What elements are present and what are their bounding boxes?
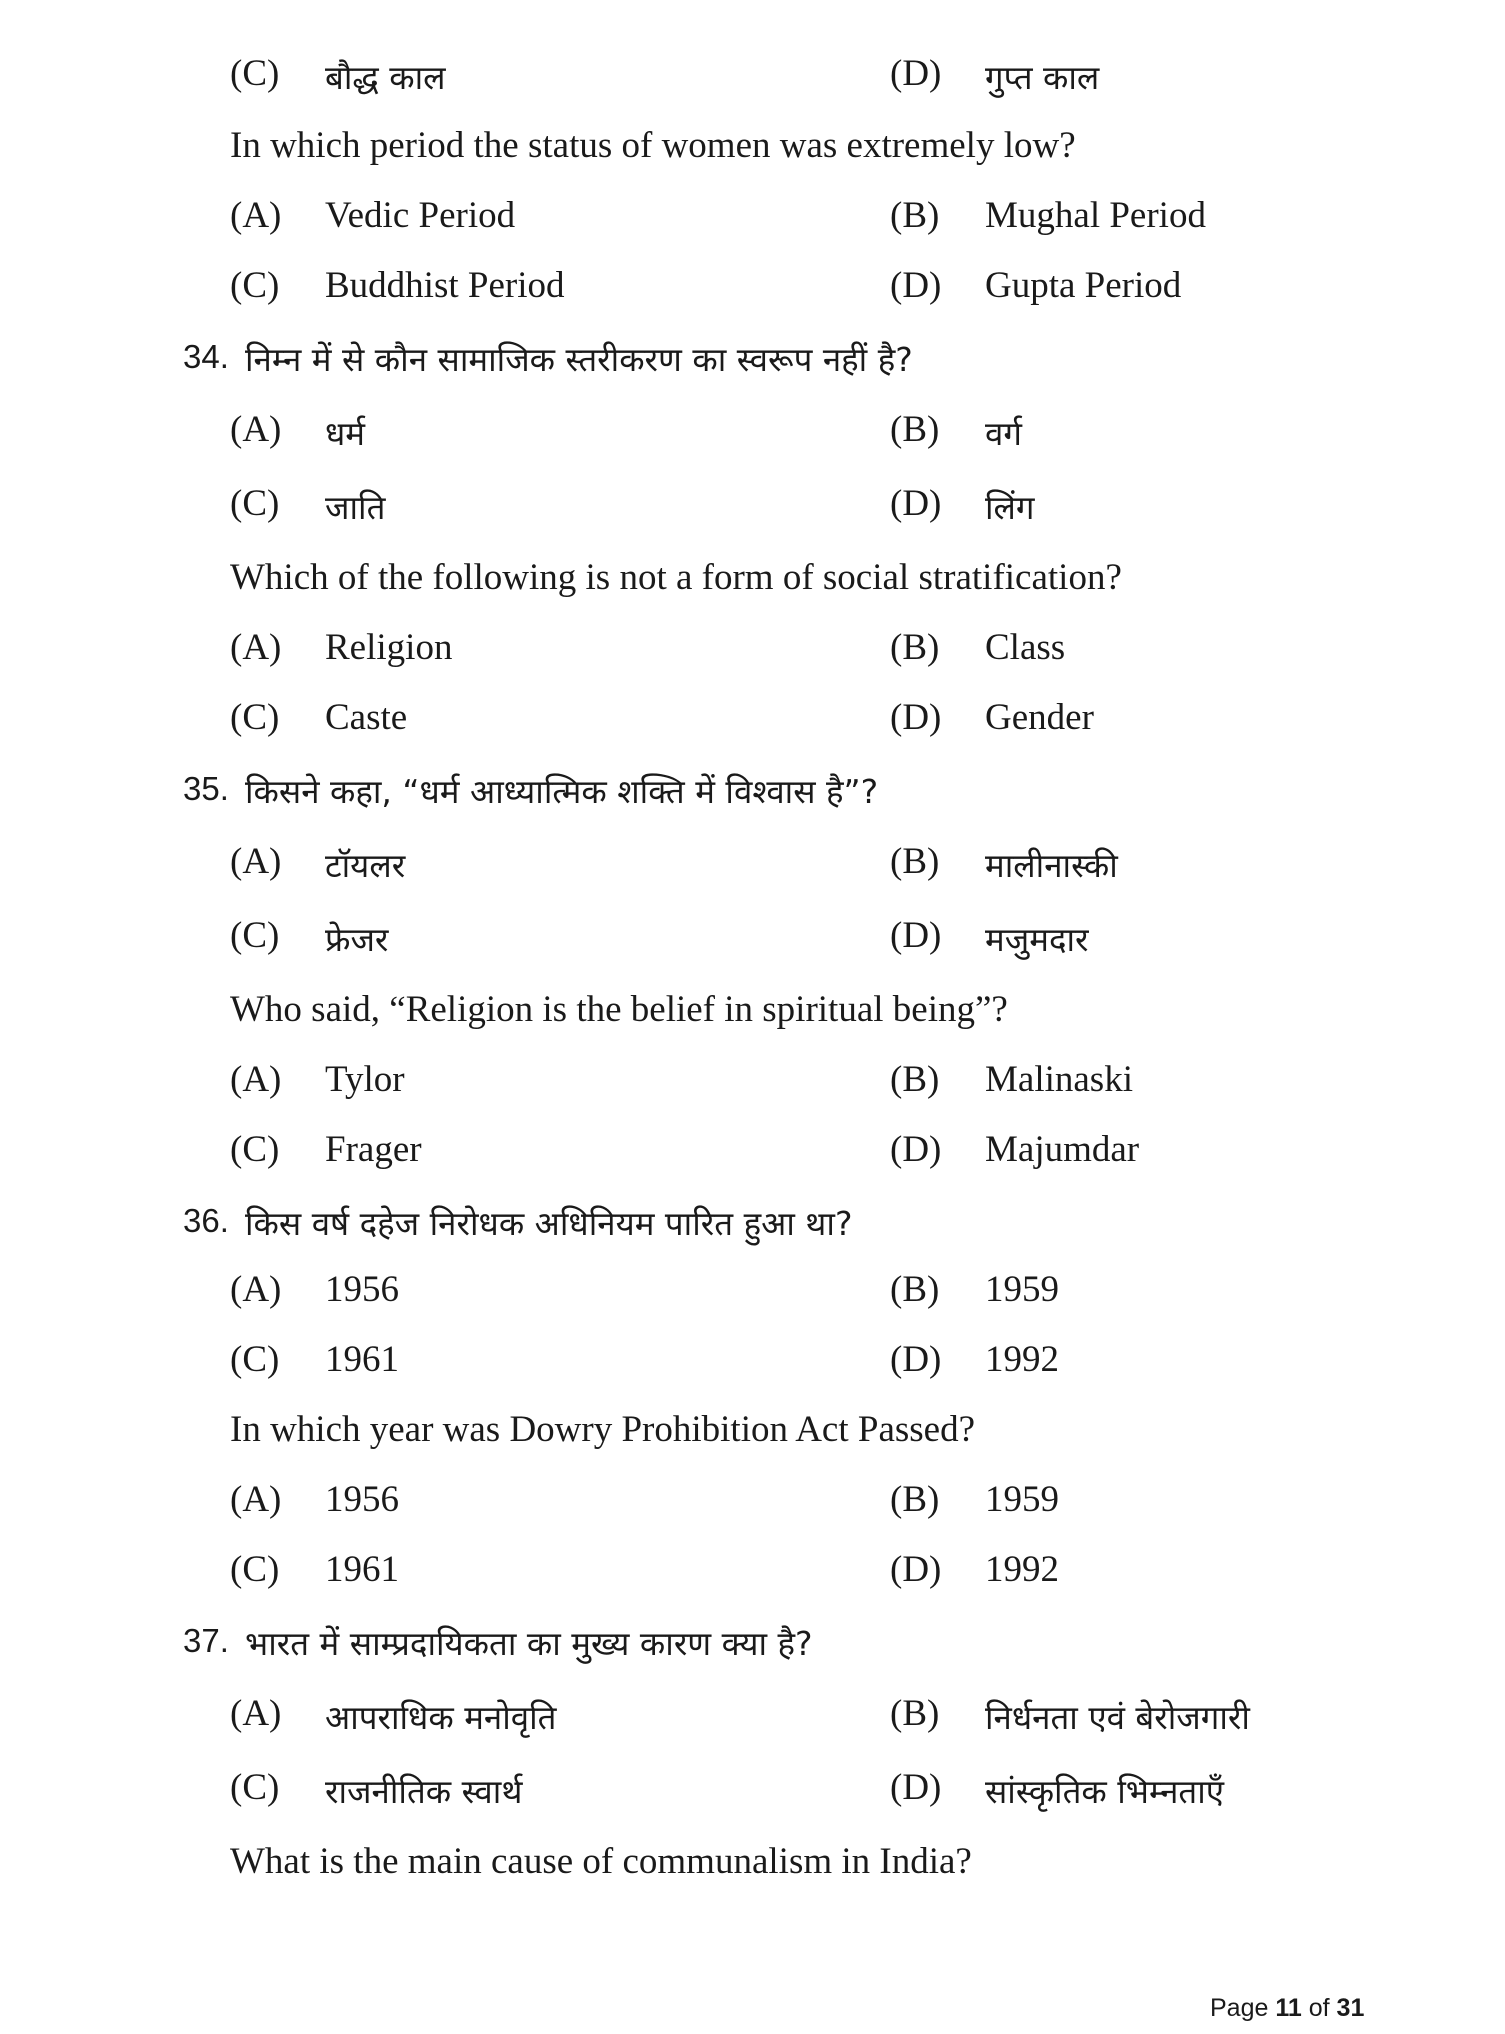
option-text: 1992 bbox=[985, 1339, 1059, 1380]
option-text: बौद्ध काल bbox=[325, 58, 446, 97]
option-text: Caste bbox=[325, 697, 408, 738]
option-text: राजनीतिक स्वार्थ bbox=[325, 1772, 523, 1811]
question-text-hi: किसने कहा, “धर्म आध्यात्मिक शक्ति में विश्वास है”? bbox=[245, 772, 879, 811]
option-text: Religion bbox=[325, 627, 453, 668]
question-text-en: What is the main cause of communalism in India? bbox=[230, 1841, 972, 1882]
option-label: (B) bbox=[890, 1479, 940, 1520]
option-text: टॉयलर bbox=[325, 846, 406, 885]
option-label: (A) bbox=[230, 1693, 282, 1734]
option-text: 1959 bbox=[985, 1479, 1059, 1520]
option-label: (D) bbox=[890, 915, 942, 956]
option-label: (B) bbox=[890, 627, 940, 668]
option-text: Vedic Period bbox=[325, 195, 516, 236]
option-text: गुप्त काल bbox=[985, 58, 1100, 97]
option-label: (D) bbox=[890, 265, 942, 306]
option-text: लिंग bbox=[985, 488, 1035, 527]
option-text: फ्रेजर bbox=[325, 920, 389, 959]
option-text: 1992 bbox=[985, 1549, 1059, 1590]
option-text: सांस्कृतिक भिम्नताएँ bbox=[985, 1772, 1225, 1811]
option-label: (C) bbox=[230, 1767, 280, 1808]
option-label: (B) bbox=[890, 841, 940, 882]
option-label: (A) bbox=[230, 409, 282, 450]
question-text-en: In which year was Dowry Prohibition Act Passed? bbox=[230, 1409, 976, 1450]
option-label: (B) bbox=[890, 195, 940, 236]
option-label: (C) bbox=[230, 483, 280, 524]
question-text-hi: किस वर्ष दहेज निरोधक अधिनियम पारित हुआ था? bbox=[245, 1204, 853, 1243]
current-page-number: 11 bbox=[1275, 1994, 1302, 2022]
option-label: (A) bbox=[230, 627, 282, 668]
option-label: (B) bbox=[890, 1693, 940, 1734]
option-label: (D) bbox=[890, 483, 942, 524]
option-text: जाति bbox=[325, 488, 386, 527]
option-label: (D) bbox=[890, 697, 942, 738]
question-number: 35. bbox=[183, 770, 229, 807]
option-text: Malinaski bbox=[985, 1059, 1133, 1100]
option-label: (A) bbox=[230, 841, 282, 882]
page-label: Page bbox=[1210, 1994, 1269, 2022]
question-text-hi: निम्न में से कौन सामाजिक स्तरीकरण का स्वरूप नहीं है? bbox=[245, 340, 913, 379]
option-label: (D) bbox=[890, 1549, 942, 1590]
option-text: 1956 bbox=[325, 1479, 399, 1520]
option-text: आपराधिक मनोवृति bbox=[325, 1698, 557, 1737]
option-label: (A) bbox=[230, 1269, 282, 1310]
option-text: Buddhist Period bbox=[325, 265, 565, 306]
option-label: (D) bbox=[890, 1129, 942, 1170]
option-text: वर्ग bbox=[985, 414, 1022, 453]
option-text: 1961 bbox=[325, 1339, 399, 1380]
option-label: (B) bbox=[890, 1269, 940, 1310]
page-footer bbox=[1210, 1994, 1364, 2023]
option-text: Gupta Period bbox=[985, 265, 1182, 306]
option-label: (C) bbox=[230, 1339, 280, 1380]
page-of-label: of bbox=[1308, 1994, 1330, 2022]
option-label: (B) bbox=[890, 409, 940, 450]
option-label: (D) bbox=[890, 1767, 942, 1808]
question-text-en: In which period the status of women was extremely low? bbox=[230, 125, 1076, 166]
option-label: (B) bbox=[890, 1059, 940, 1100]
option-text: मालीनास्की bbox=[985, 846, 1118, 885]
option-label: (C) bbox=[230, 1549, 280, 1590]
question-number: 36. bbox=[183, 1202, 229, 1239]
option-label: (C) bbox=[230, 697, 280, 738]
option-label: (A) bbox=[230, 195, 282, 236]
option-label: (C) bbox=[230, 265, 280, 306]
option-text: Class bbox=[985, 627, 1066, 668]
option-label: (A) bbox=[230, 1059, 282, 1100]
option-text: धर्म bbox=[325, 414, 366, 453]
option-text: निर्धनता एवं बेरोजगारी bbox=[985, 1698, 1250, 1737]
option-text: 1959 bbox=[985, 1269, 1059, 1310]
question-text-hi: भारत में साम्प्रदायिकता का मुख्य कारण क्या है? bbox=[245, 1624, 813, 1663]
total-page-count: 31 bbox=[1336, 1994, 1365, 2022]
option-text: मजुमदार bbox=[985, 920, 1089, 959]
question-text-en: Which of the following is not a form of social stratification? bbox=[230, 557, 1122, 598]
option-text: Frager bbox=[325, 1129, 422, 1170]
option-label: (C) bbox=[230, 53, 280, 94]
option-label: (D) bbox=[890, 1339, 942, 1380]
question-text-en: Who said, “Religion is the belief in spiritual being”? bbox=[230, 989, 1008, 1030]
option-label: (A) bbox=[230, 1479, 282, 1520]
option-text: 1956 bbox=[325, 1269, 399, 1310]
option-label: (D) bbox=[890, 53, 942, 94]
option-text: 1961 bbox=[325, 1549, 399, 1590]
option-label: (C) bbox=[230, 915, 280, 956]
option-text: Majumdar bbox=[985, 1129, 1140, 1170]
question-number: 37. bbox=[183, 1622, 229, 1659]
question-number: 34. bbox=[183, 338, 229, 375]
option-label: (C) bbox=[230, 1129, 280, 1170]
option-text: Tylor bbox=[325, 1059, 405, 1100]
option-text: Gender bbox=[985, 697, 1094, 738]
option-text: Mughal Period bbox=[985, 195, 1206, 236]
